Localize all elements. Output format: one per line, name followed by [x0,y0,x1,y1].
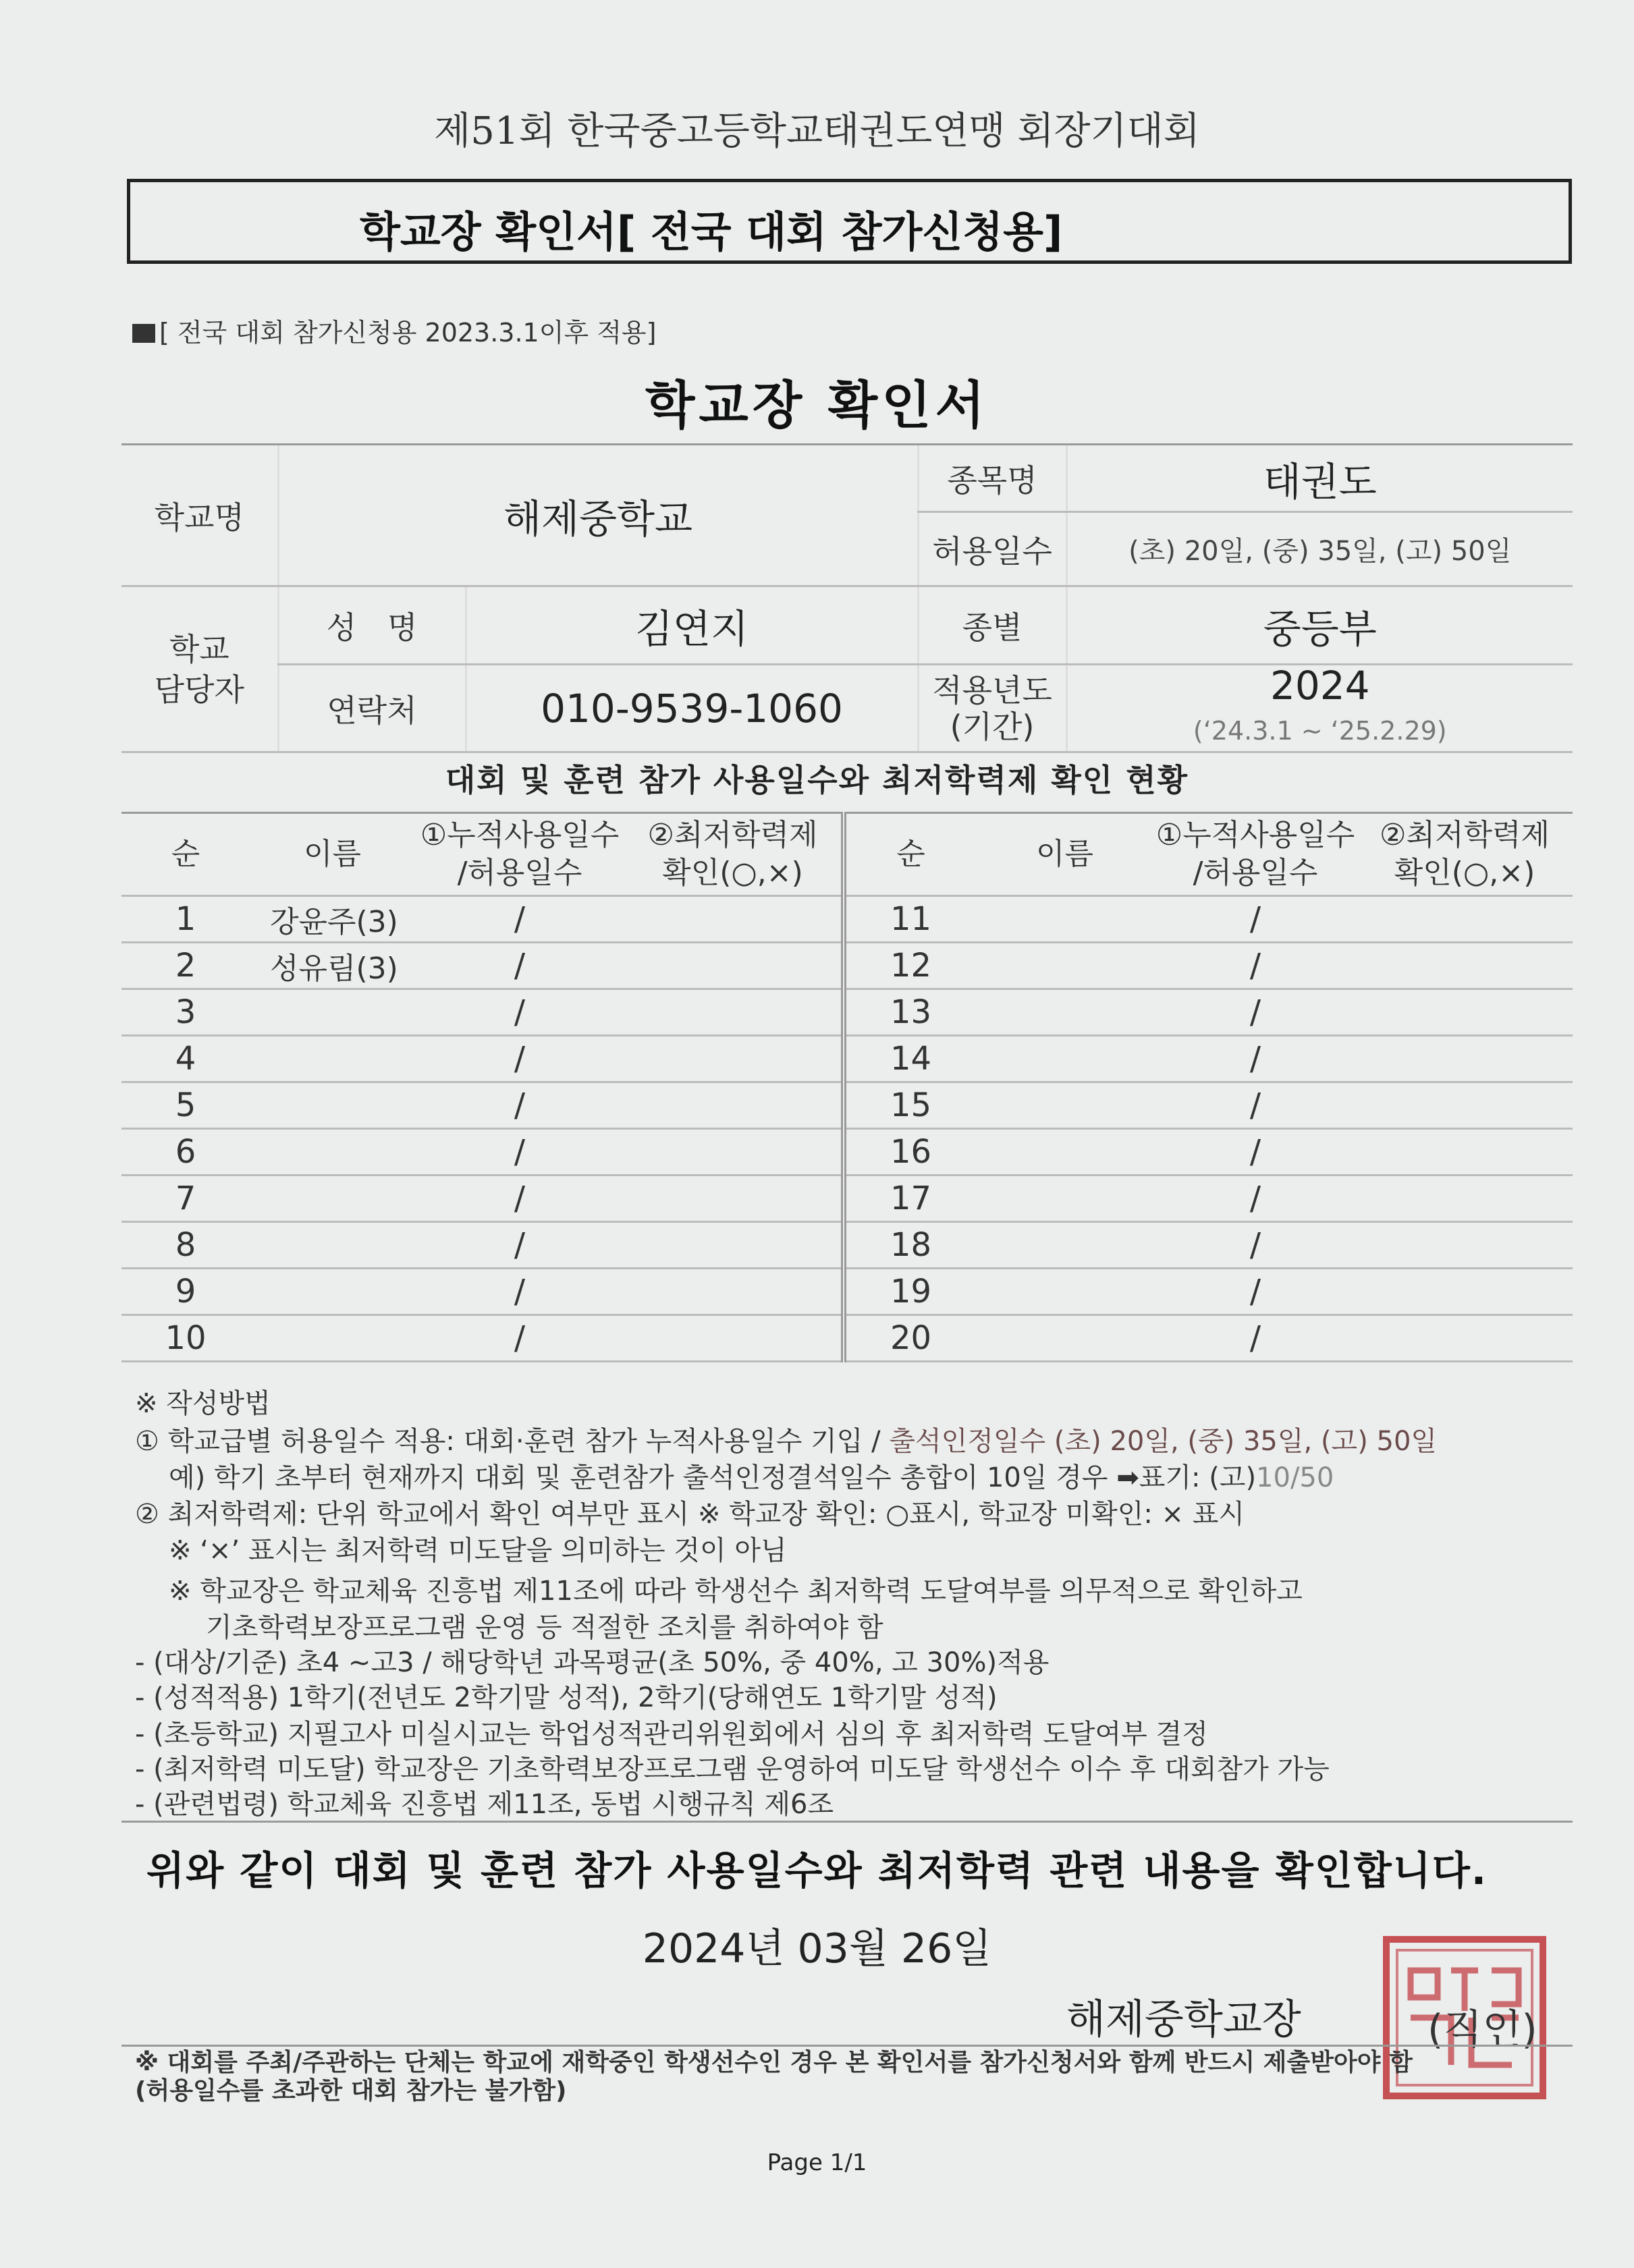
row-name [250,989,415,1036]
header-no: 순 [121,813,250,896]
instruction-line-3: ② 최저학력제: 단위 학교에서 확인 여부만 표시 ※ 학교장 확인: ○표시, 학교장 미확인: × 표시 [135,1499,1245,1530]
row-name-2 [975,989,1154,1036]
instruction-line-1 [135,1420,1573,1458]
row-min [624,989,844,1036]
section-title: 대회 및 훈련 참가 사용일수와 최저학력제 확인 현황 [445,762,1189,798]
row-days-2: / [1154,989,1357,1036]
header-min-2col-1: ②최저학력제 [1380,818,1550,852]
row-days: / [415,896,624,943]
row-min-2 [1357,1269,1573,1315]
doc-title: 학교장 확인서 [645,375,989,435]
row-days: / [415,989,624,1036]
header-days-2col-1: ①누적사용일수 [1155,818,1355,852]
contact-label: 연락처 [278,665,466,752]
instruction-line-2a: 예) 학기 초부터 현재까지 대회 및 훈련참가 출석인정결석일수 총합이 10일 경우 ➡표기: (고) [169,1462,1257,1493]
year-label-2: (기간) [950,708,1035,745]
row-name [250,1082,415,1129]
row-no-2: 15 [844,1082,975,1129]
header-min-1: ②최저학력제 [647,818,818,852]
row-min-2 [1357,896,1573,943]
row-min [624,1222,844,1269]
row-name-2 [975,1269,1154,1315]
row-min-2 [1357,943,1573,989]
row-no-2: 16 [844,1129,975,1176]
instruction-line-10: - (최저학력 미도달) 학교장은 기초학력보장프로그램 운영하여 미도달 학생선수 이수 후 대회참가 가능 [135,1754,1330,1785]
row-min-2 [1357,989,1573,1036]
row-no: 8 [121,1222,250,1269]
row-min [624,1036,844,1082]
row-name-2 [975,1036,1154,1082]
row-days-2: / [1154,1036,1357,1082]
row-days: / [415,1082,624,1129]
school-value: 해제중학교 [278,445,918,586]
row-no: 2 [121,943,250,989]
row-name-2 [975,943,1154,989]
row-days-2: / [1154,1129,1357,1176]
row-min [624,1176,844,1222]
period-value: (‘24.3.1 ~ ‘25.2.29) [1193,716,1447,746]
footnote-line-1: ※ 대회를 주최/주관하는 단체는 학교에 재학중인 학생선수인 경우 본 확인서를 참가신청서와 함께 반드시 제출받아야 함 [135,2049,1413,2076]
info-table [121,443,1573,753]
divider [121,1821,1573,1823]
table-row [121,1129,1573,1176]
row-no-2: 18 [844,1222,975,1269]
instruction-line-2 [169,1456,1606,1495]
row-name: 성유림(3) [250,943,415,989]
row-days: / [415,1176,624,1222]
header-days-1: ①누적사용일수 [420,818,620,852]
row-days-2: / [1154,1269,1357,1315]
row-no: 10 [121,1315,250,1362]
row-days: / [415,943,624,989]
row-name-2 [975,1176,1154,1222]
row-no-2: 20 [844,1315,975,1362]
table-row [121,1082,1573,1129]
row-min-2 [1357,1129,1573,1176]
event-title: 제51회 한국중고등학교태권도연맹 회장기대회 [434,109,1200,153]
instruction-line-6: 기초학력보장프로그램 운영 등 적절한 조치를 취하여야 함 [206,1612,883,1643]
event-label: 종목명 [918,445,1066,512]
footer-divider [121,2045,1573,2047]
staff-label-1: 학교 [169,630,229,667]
table-row [121,1315,1573,1362]
row-days-2: / [1154,1176,1357,1222]
header-min-2col [1357,813,1573,896]
row-days: / [415,1222,624,1269]
row-name-2 [975,1315,1154,1362]
row-name-2 [975,896,1154,943]
instruction-line-11: - (관련법령) 학교체육 진흥법 제11조, 동법 시행규칙 제6조 [135,1789,834,1820]
header-min [624,813,844,896]
row-days-2: / [1154,1315,1357,1362]
top-note-text: [ 전국 대회 참가신청용 2023.3.1이후 적용] [159,318,657,348]
row-days-2: / [1154,1082,1357,1129]
row-min [624,1315,844,1362]
row-no: 6 [121,1129,250,1176]
row-no: 5 [121,1082,250,1129]
top-note [132,312,656,349]
confirm-text: 위와 같이 대회 및 훈련 참가 사용일수와 최저학력 관련 내용을 확인합니다. [146,1848,1488,1893]
footnote [135,2049,1413,2105]
staff-label [121,586,278,752]
row-name-2 [975,1129,1154,1176]
row-min [624,1129,844,1176]
row-days: / [415,1036,624,1082]
row-no-2: 11 [844,896,975,943]
instructions-heading: ※ 작성방법 [135,1388,271,1419]
header-name-2: 이름 [975,813,1154,896]
document-title-box [127,179,1572,264]
row-no: 4 [121,1036,250,1082]
row-no: 9 [121,1269,250,1315]
header-days [415,813,624,896]
row-min-2 [1357,1036,1573,1082]
row-name [250,1176,415,1222]
row-name [250,1129,415,1176]
table-row [121,896,1573,943]
header-days-2: /허용일수 [457,856,582,890]
year-label-1: 적용년도 [932,671,1052,709]
row-min-2 [1357,1082,1573,1129]
participation-table [121,812,1573,1362]
row-no: 1 [121,896,250,943]
row-name: 강윤주(3) [250,896,415,943]
header-days-2col [1154,813,1357,896]
header-min-2col-2: 확인(○,×) [1394,856,1535,890]
school-label: 학교명 [121,445,278,586]
square-bullet-icon [132,324,155,343]
row-no-2: 14 [844,1036,975,1082]
row-no: 7 [121,1176,250,1222]
instruction-line-4: ※ ‘×’ 표시는 최저학력 미도달을 의미하는 것이 아님 [169,1535,787,1566]
year-value: 2024 [1270,663,1370,709]
staff-label-2: 담당자 [154,671,244,708]
instruction-line-7: - (대상/기준) 초4 ~고3 / 해당학년 과목평균(초 50%, 중 40%, 고 30%)적용 [135,1647,1050,1678]
table-row [121,943,1573,989]
row-min-2 [1357,1222,1573,1269]
instruction-line-9: - (초등학교) 지필고사 미실시교는 학업성적관리위원회에서 심의 후 최저학력 도달여부 결정 [135,1719,1208,1750]
table-row [121,989,1573,1036]
row-min [624,1082,844,1129]
event-value: 태권도 [1066,445,1573,512]
row-min [624,1269,844,1315]
page-number: Page 1/1 [767,2149,867,2176]
year-cell [1066,665,1573,752]
allowed-label: 허용일수 [918,512,1066,586]
table-row [121,1036,1573,1082]
row-min [624,943,844,989]
row-name [250,1315,415,1362]
instruction-line-8: - (성적적용) 1학기(전년도 2학기말 성적), 2학기(당해연도 1학기말 성적) [135,1682,998,1713]
header-days-2col-2: /허용일수 [1193,856,1318,890]
row-name [250,1222,415,1269]
header-no-2: 순 [844,813,975,896]
header-name: 이름 [250,813,415,896]
instruction-line-1a: ① 학교급별 허용일수 적용: 대회·훈련 참가 누적사용일수 기입 / [135,1426,890,1457]
row-name [250,1036,415,1082]
row-no-2: 17 [844,1176,975,1222]
header-min-2: 확인(○,×) [662,856,803,890]
category-value: 중등부 [1066,586,1573,665]
table-row [121,1222,1573,1269]
row-min [624,896,844,943]
row-min-2 [1357,1176,1573,1222]
row-days-2: / [1154,1222,1357,1269]
row-name-2 [975,1082,1154,1129]
allowed-value: (초) 20일, (중) 35일, (고) 50일 [1066,512,1573,586]
box-title: 학교장 확인서[ 전국 대회 참가신청용] [360,207,1063,256]
row-name [250,1269,415,1315]
name-value: 김연지 [466,586,918,665]
category-label: 종별 [918,586,1066,665]
footnote-line-2: (허용일수를 초과한 대회 참가는 불가함) [135,2077,567,2105]
contact-value: 010-9539-1060 [466,665,918,752]
row-days: / [415,1315,624,1362]
row-no-2: 19 [844,1269,975,1315]
table-body [121,896,1573,1362]
row-no-2: 12 [844,943,975,989]
row-name-2 [975,1222,1154,1269]
issue-date: 2024년 03월 26일 [642,1925,992,1972]
instruction-line-1b: 출석인정일수 (초) 20일, (중) 35일, (고) 50일 [889,1426,1438,1457]
seal-label: (직인) [1427,2006,1537,2053]
row-no: 3 [121,989,250,1036]
row-days: / [415,1269,624,1315]
table-row [121,1176,1573,1222]
principal-title: 해제중학교장 [1066,1996,1301,2043]
year-label [918,665,1066,752]
table-row [121,1269,1573,1315]
row-min-2 [1357,1315,1573,1362]
name-label: 성 명 [278,586,466,665]
instruction-line-2b: 10/50 [1256,1462,1334,1493]
instruction-line-5: ※ 학교장은 학교체육 진흥법 제11조에 따라 학생선수 최저학력 도달여부를 의무적으로 확인하고 [169,1576,1303,1607]
row-no-2: 13 [844,989,975,1036]
row-days-2: / [1154,943,1357,989]
table-header-row [121,813,1573,896]
row-days: / [415,1129,624,1176]
row-days-2: / [1154,896,1357,943]
